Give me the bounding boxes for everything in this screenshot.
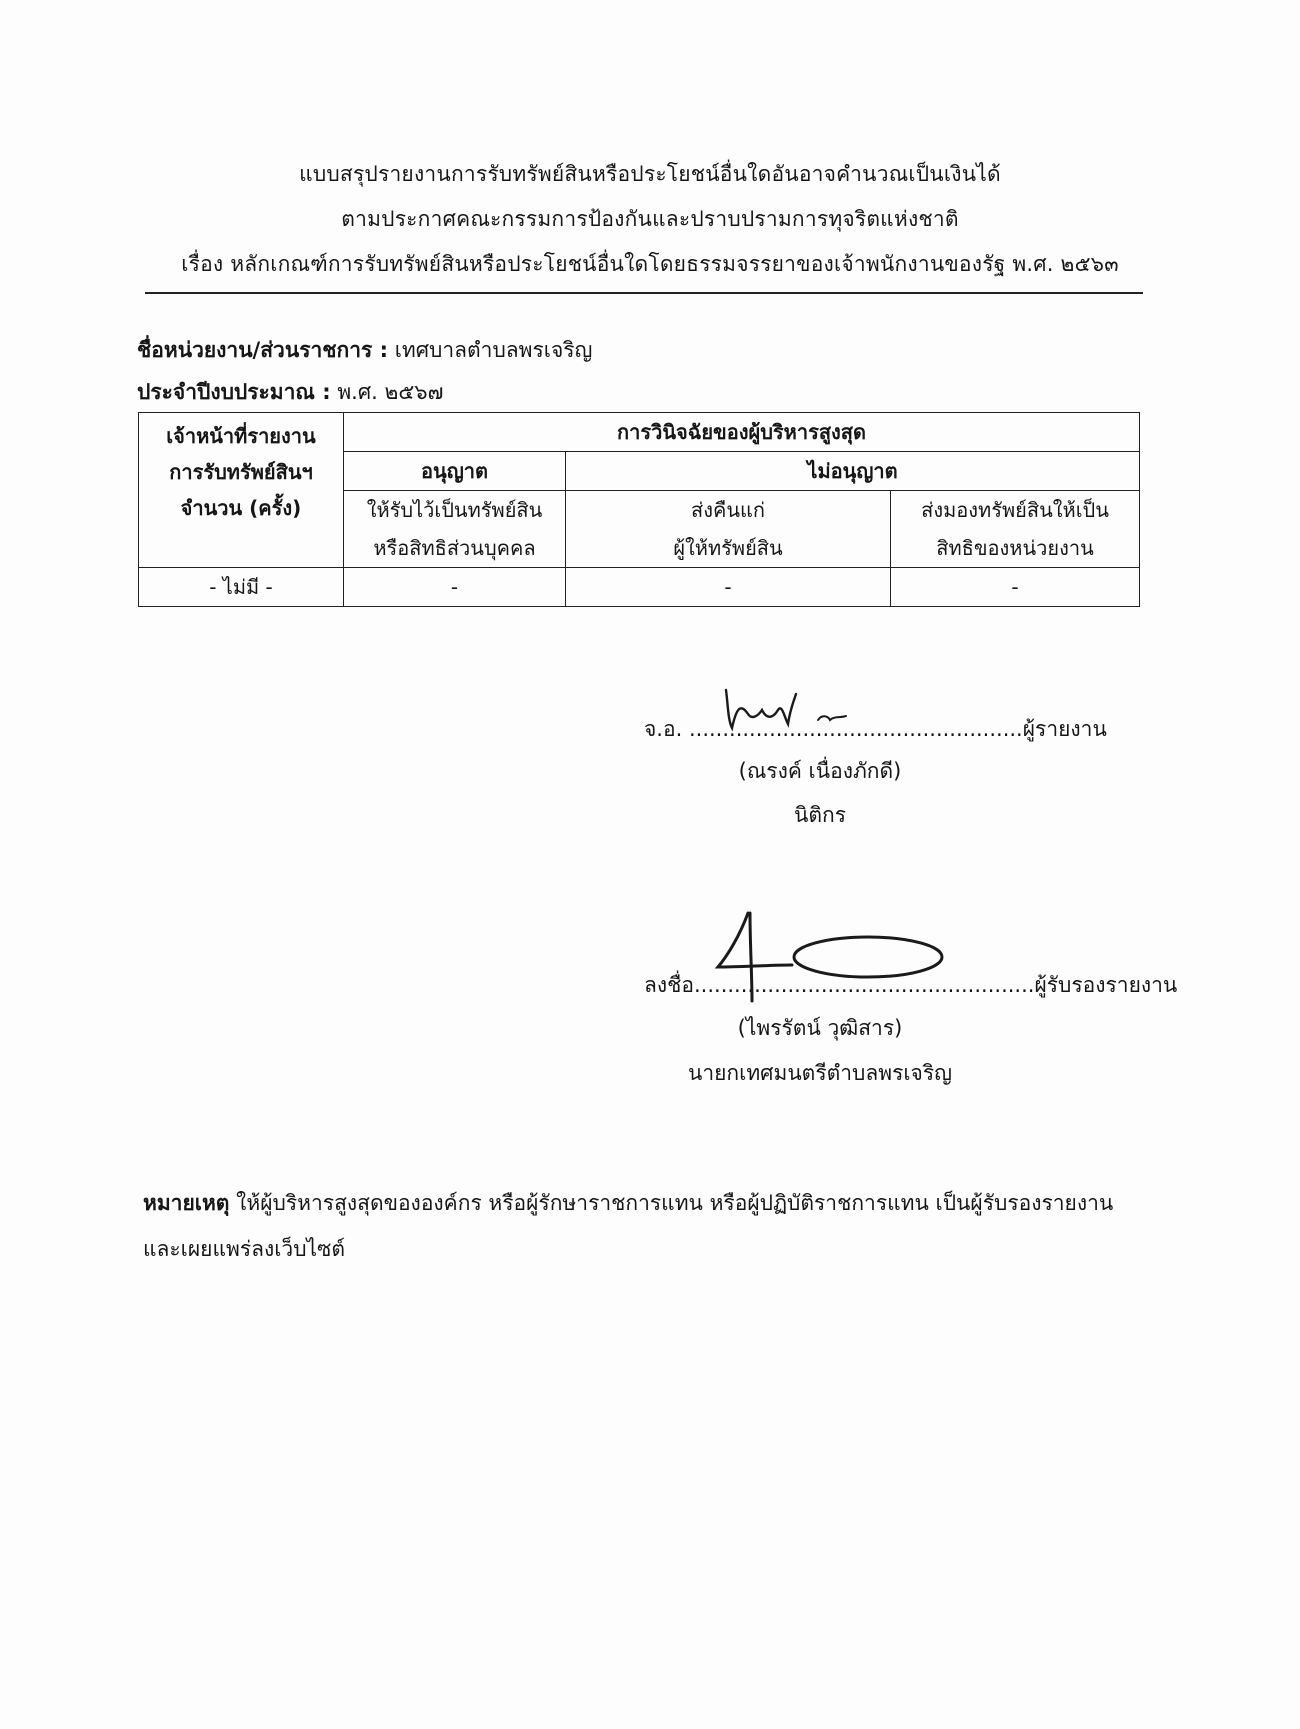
certifier-position: นายกเทศมนตรีตำบลพรเจริญ — [687, 1061, 953, 1085]
agency-value: เทศบาลตำบลพรเจริญ — [394, 338, 593, 362]
reporter-prefix: จ.อ. — [644, 717, 683, 741]
reporter-name: (ณรงค์ เนื่องภักดี) — [738, 759, 902, 783]
col1-header-spacer — [143, 526, 339, 562]
return-subheader — [566, 491, 891, 568]
allow-sub-line-2: หรือสิทธิส่วนบุคคล — [373, 536, 536, 560]
fiscal-year-label: ประจำปีงบประมาณ : — [137, 380, 331, 404]
table-cell-return: - — [566, 568, 891, 607]
fiscal-year-value: พ.ศ. ๒๕๖๗ — [337, 380, 444, 404]
allow-sub-line-1: ให้รับไว้เป็นทรัพย์สิน — [366, 498, 543, 522]
note-label: หมายเหตุ — [143, 1191, 230, 1215]
certifier-name: (ไพรรัตน์ วุฒิสาร) — [737, 1016, 903, 1040]
transfer-subheader — [891, 491, 1140, 568]
certifier-dots: ................................................... — [694, 973, 1035, 997]
table-row — [139, 568, 1140, 607]
reporter-signature — [718, 680, 858, 740]
agency-line — [137, 334, 592, 367]
agency-label: ชื่อหน่วยงาน/ส่วนราชการ : — [137, 338, 389, 362]
reporter-position: นิติกร — [794, 803, 846, 827]
transfer-sub-line-2: สิทธิของหน่วยงาน — [936, 536, 1094, 560]
deny-header: ไม่อนุญาต — [566, 452, 1140, 491]
table-cell-transfer: - — [891, 568, 1140, 607]
certifier-prefix: ลงชื่อ — [644, 973, 694, 997]
decision-header: การวินิจฉัยของผู้บริหารสูงสุด — [344, 413, 1140, 452]
footnote — [143, 1180, 1143, 1272]
table-header-row-1 — [139, 413, 1140, 452]
certifier-signature — [700, 905, 960, 1005]
certifier-role: ผู้รับรองรายงาน — [1034, 973, 1178, 997]
reporter-signature-line — [644, 713, 1107, 746]
allow-subheader — [344, 491, 566, 568]
transfer-sub-line-1: ส่งมองทรัพย์สินให้เป็น — [921, 498, 1109, 522]
col1-header-line-3: จำนวน (ครั้ง) — [180, 496, 302, 520]
reporter-count-header — [139, 413, 344, 568]
title-line-3: เรื่อง หลักเกณฑ์การรับทรัพย์สินหรือประโยชน์อื่นใดโดยธรรมจรรยาของเจ้าพนักงานของรัฐ พ.ศ. ๒๕๖๓ — [181, 252, 1119, 276]
report-table — [138, 412, 1140, 607]
fiscal-year-line — [137, 376, 443, 409]
reporter-dots: .................................................. — [688, 717, 1023, 741]
return-sub-line-1: ส่งคืนแก่ — [690, 498, 766, 522]
table-cell-count: - ไม่มี - — [139, 568, 344, 607]
return-sub-line-2: ผู้ให้ทรัพย์สิน — [673, 536, 783, 560]
allow-header: อนุญาต — [344, 452, 566, 491]
table-cell-allow: - — [344, 568, 566, 607]
header-divider — [145, 292, 1143, 294]
title-line-2: ตามประกาศคณะกรรมการป้องกันและปราบปรามการทุจริตแห่งชาติ — [341, 207, 959, 231]
title-line-1: แบบสรุปรายงานการรับทรัพย์สินหรือประโยชน์อื่นใดอันอาจคำนวณเป็นเงินได้ — [299, 162, 1001, 186]
reporter-role: ผู้รายงาน — [1022, 717, 1107, 741]
col1-header-line-1: เจ้าหน้าที่รายงาน — [166, 424, 316, 448]
col1-header-line-2: การรับทรัพย์สินฯ — [169, 460, 313, 484]
note-text: ให้ผู้บริหารสูงสุดขององค์กร หรือผู้รักษาราชการแทน หรือผู้ปฏิบัติราชการแทน เป็นผู้รับรองรายงานและเผยแพร่ลงเว็บไซต์ — [143, 1191, 1114, 1261]
